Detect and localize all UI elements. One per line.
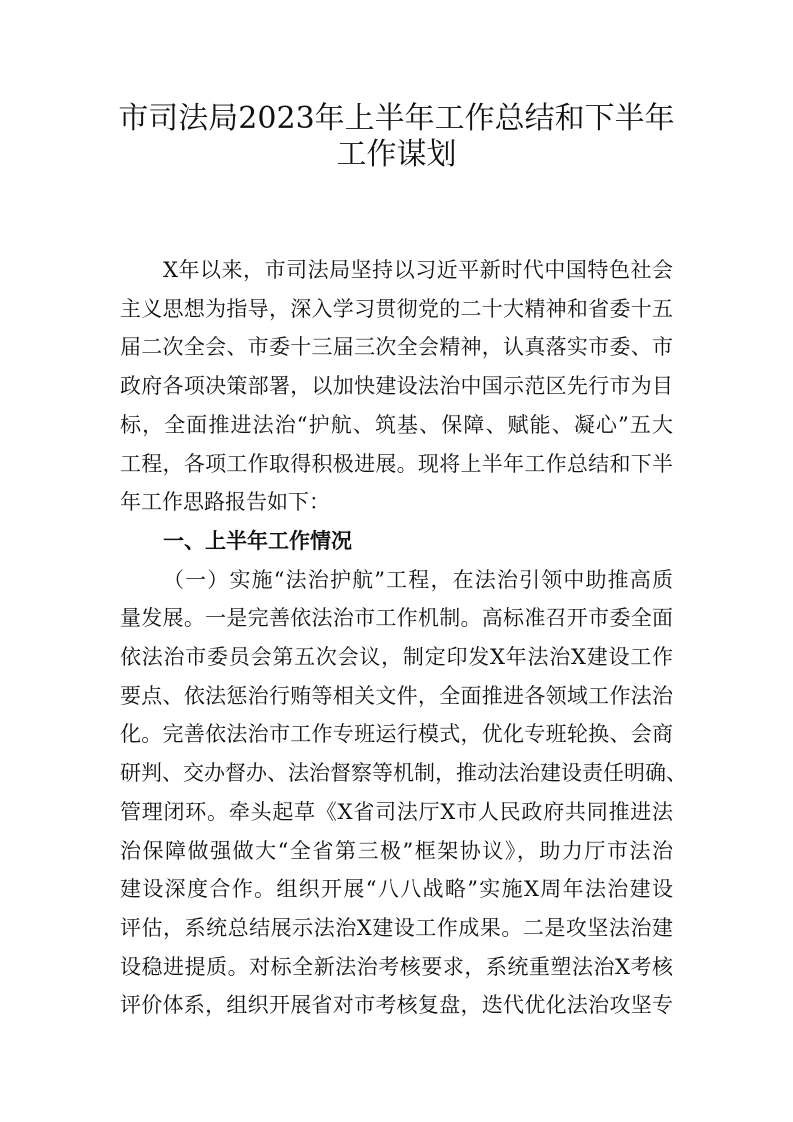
intro-paragraph-line: 政府各项决策部署，以加快建设法治中国示范区先行市为目 [120, 374, 673, 399]
section-paragraph-line: 治保障做强做大“全省第三极”框架协议》，助力厅市法治 [120, 838, 673, 863]
section-paragraph-line: 研判、交办督办、法治督察等机制，推动法治建设责任明确、 [120, 761, 687, 786]
section-paragraph-line: （一）实施“法治护航”工程，在法治引领中助推高质 [163, 567, 673, 592]
section-paragraph-line: 要点、依法惩治行贿等相关文件，全面推进各领域工作法治 [120, 683, 673, 708]
intro-paragraph-line: 标，全面推进法治“护航、筑基、保障、赋能、凝心”五大 [120, 412, 673, 437]
intro-paragraph-line: X年以来，市司法局坚持以习近平新时代中国特色社会 [163, 258, 673, 282]
section-paragraph-line: 依法治市委员会第五次会议，制定印发X年法治X建设工作 [120, 645, 673, 669]
section-paragraph-line: 建设深度合作。组织开展“八八战略”实施X周年法治建设 [120, 877, 673, 902]
section-paragraph-line: 设稳进提质。对标全新法治考核要求，系统重塑法治X考核 [120, 954, 673, 979]
section-heading: 一、上半年工作情况 [163, 528, 352, 553]
section-paragraph-line: 评价体系，组织开展省对市考核复盘，迭代优化法治攻坚专 [120, 993, 673, 1018]
section-paragraph-line: 化。完善依法治市工作专班运行模式，优化专班轮换、会商 [120, 722, 673, 747]
section-paragraph-line: 评估，系统总结展示法治X建设工作成果。二是攻坚法治建 [120, 915, 673, 940]
section-paragraph-line: 量发展。一是完善依法治市工作机制。高标准召开市委全面 [120, 606, 673, 631]
intro-paragraph-line: 主义思想为指导，深入学习贯彻党的二十大精神和省委十五 [120, 296, 673, 321]
intro-paragraph-line: 届二次全会、市委十三届三次全会精神，认真落实市委、市 [120, 335, 673, 360]
document-title-line-1: 市司法局2023年上半年工作总结和下半年 [118, 101, 675, 136]
section-paragraph-line: 管理闭环。牵头起草《X省司法厅X市人民政府共同推进法 [120, 799, 673, 824]
document-title-line-2: 工作谋划 [336, 137, 457, 172]
intro-paragraph-line: 年工作思路报告如下： [120, 490, 330, 515]
intro-paragraph-line: 工程，各项工作取得积极进展。现将上半年工作总结和下半 [120, 451, 673, 476]
